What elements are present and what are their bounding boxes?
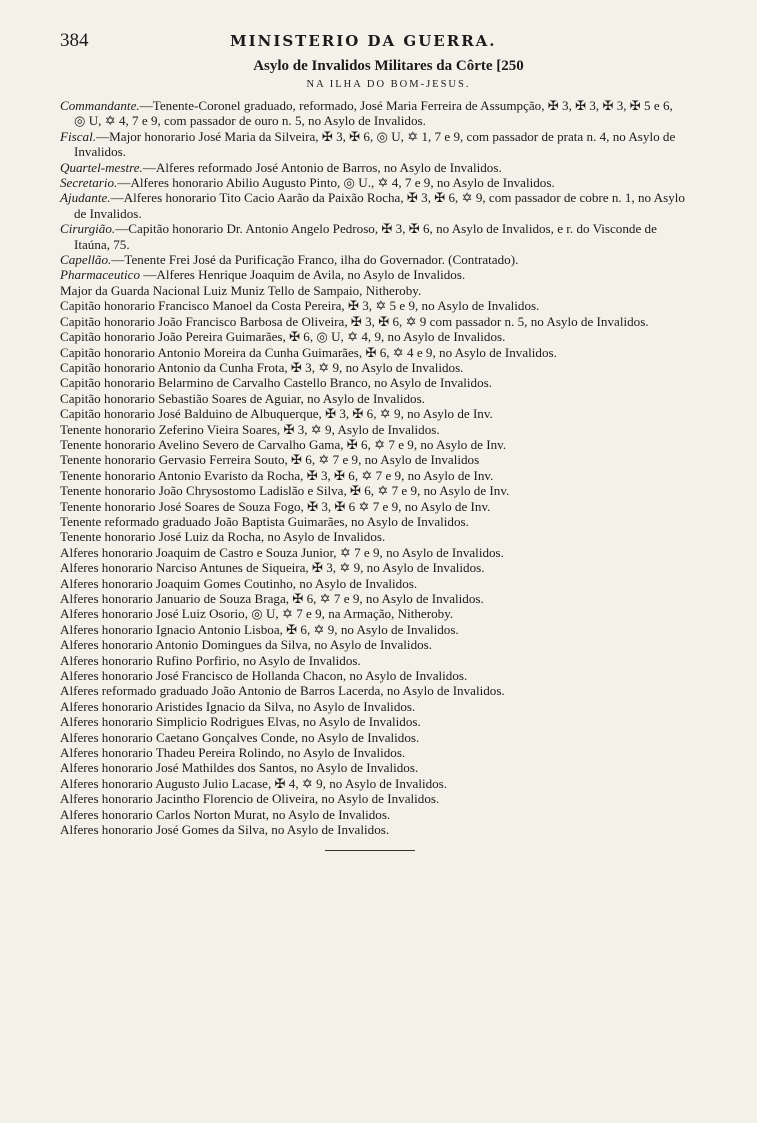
entry-line: Capitão honorario Antonio Moreira da Cunha Guimarães, ✠ 6, ✡ 4 e 9, no Asylo de Invalidos. [60, 344, 557, 360]
section-title: Asylo de Invalidos Militares da Côrte [250 [253, 58, 524, 74]
entry-line: Alferes honorario José Mathildes dos Santos, no Asylo de Invalidos. [60, 760, 419, 776]
entry-line: Alferes honorario Simplicio Rodrigues Elvas, no Asylo de Invalidos. [60, 714, 421, 730]
entry-line: Alferes honorario Thadeu Pereira Rolindo, no Asylo de Invalidos. [60, 745, 406, 761]
entry-line: Alferes honorario Jacintho Florencio de Oliveira, no Asylo de Invalidos. [60, 791, 440, 807]
entry-line: Tenente honorario Zeferino Vieira Soares, ✠ 3, ✡ 9, Asylo de Invalidos. [60, 421, 440, 437]
entry-line: Capitão honorario Belarmino de Carvalho Castello Branco, no Asylo de Invalidos. [60, 375, 493, 391]
entry-commandante: Commandante.—Tenente-Coronel graduado, reformado, José Maria Ferreira de Assumpção, ✠ 3, ✠ 3, ✠ 3, ✠ 5 e 6, ◎ U, ✡ 4, 7 e 9, com passador de ouro n. 5, no Asylo de Invalidos. [60, 98, 673, 129]
entry-line: Alferes honorario Narciso Antunes de Siqueira, ✠ 3, ✡ 9, no Asylo de Invalidos. [60, 560, 485, 576]
entry-quartel-mestre: Quartel-mestre.—Alferes reformado José Antonio de Barros, no Asylo de Invalidos. [60, 159, 502, 175]
entry-line: Tenente honorario Avelino Severo de Carvalho Gama, ✠ 6, ✡ 7 e 9, no Asylo de Inv. [60, 436, 507, 452]
entry-line: Alferes honorario Caetano Gonçalves Conde, no Asylo de Invalidos. [60, 729, 420, 745]
entry-ajudante: Ajudante.—Alferes honorario Tito Cacio Aarão da Paixão Rocha, ✠ 3, ✠ 6, ✡ 9, com passador de cobre n. 1, no Asylo de Invalidos. [60, 190, 685, 221]
entry-cirurgiao: Cirurgião.—Capitão honorario Dr. Antonio Angelo Pedroso, ✠ 3, ✠ 6, no Asylo de Invalidos, e r. do Visconde de Itaúna, 75. [60, 221, 657, 252]
entry-line: Alferes honorario Aristides Ignacio da Silva, no Asylo de Invalidos. [60, 698, 416, 714]
entry-line: Tenente honorario Antonio Evaristo da Rocha, ✠ 3, ✠ 6, ✡ 7 e 9, no Asylo de Inv. [60, 467, 494, 483]
section-subtitle: NA ILHA DO BOM-JESUS. [306, 79, 471, 90]
entry-line: Alferes honorario Joaquim de Castro e Souza Junior, ✡ 7 e 9, no Asylo de Invalidos. [60, 544, 504, 560]
entry-line: Major da Guarda Nacional Luiz Muniz Tello de Sampaio, Nitheroby. [60, 282, 422, 298]
entry-line: Capitão honorario Sebastião Soares de Aguiar, no Asylo de Invalidos. [60, 390, 425, 406]
end-rule [325, 850, 415, 851]
entry-list [60, 98, 687, 838]
entry-line: Tenente honorario José Luiz da Rocha, no Asylo de Invalidos. [60, 529, 386, 545]
entry-line: Capitão honorario Antonio da Cunha Frota, ✠ 3, ✡ 9, no Asylo de Invalidos. [60, 359, 464, 375]
entry-line: Capitão honorario José Balduino de Albuquerque, ✠ 3, ✠ 6, ✡ 9, no Asylo de Inv. [60, 406, 493, 422]
entry-line: Capitão honorario João Pereira Guimarães, ✠ 6, ◎ U, ✡ 4, 9, no Asylo de Invalidos. [60, 329, 506, 345]
entry-line: Alferes honorario Carlos Norton Murat, no Asylo de Invalidos. [60, 806, 391, 822]
entry-line: Capitão honorario João Francisco Barbosa de Oliveira, ✠ 3, ✠ 6, ✡ 9 com passador n. 5, no Asylo de Invalidos. [60, 313, 649, 329]
entry-line: Alferes honorario Joaquim Gomes Coutinho, no Asylo de Invalidos. [60, 575, 418, 591]
entry-line: Alferes honorario Januario de Souza Braga, ✠ 6, ✡ 7 e 9, no Asylo de Invalidos. [60, 591, 484, 606]
entry-line: Alferes honorario José Gomes da Silva, no Asylo de Invalidos. [60, 822, 390, 838]
entry-capellao: Capellão.—Tenente Frei José da Purificação Franco, ilha do Governador. (Contratado). [60, 252, 519, 268]
page-number: 384 [60, 30, 89, 51]
entry-fiscal: Fiscal.—Major honorario José Maria da Silveira, ✠ 3, ✠ 6, ◎ U, ✡ 1, 7 e 9, com passador de prata n. 4, no Asylo de Invalidos. [60, 128, 676, 160]
entry-line: Alferes honorario Antonio Domingues da Silva, no Asylo de Invalidos. [60, 637, 433, 653]
entry-line: Tenente honorario José Soares de Souza Fogo, ✠ 3, ✠ 6 ✡ 7 e 9, no Asylo de Inv. [60, 498, 491, 514]
page-header [60, 30, 687, 52]
entry-line: Alferes honorario José Francisco de Hollanda Chacon, no Asylo de Invalidos. [60, 668, 468, 684]
entry-line: Capitão honorario Francisco Manoel da Costa Pereira, ✠ 3, ✡ 5 e 9, no Asylo de Invalidos. [60, 298, 540, 314]
entry-line: Alferes honorario Rufino Porfirio, no Asylo de Invalidos. [60, 652, 361, 668]
entry-line: Tenente honorario João Chrysostomo Ladislão e Silva, ✠ 6, ✡ 7 e 9, no Asylo de Inv. [60, 483, 510, 499]
entry-line: Alferes reformado graduado João Antonio de Barros Lacerda, no Asylo de Invalidos. [60, 683, 505, 699]
entry-secretario: Secretario.—Alferes honorario Abilio Augusto Pinto, ◎ U., ✡ 4, 7 e 9, no Asylo de Invalidos. [60, 175, 555, 191]
entry-line: Tenente reformado graduado João Baptista Guimarães, no Asylo de Invalidos. [60, 513, 469, 529]
entry-line: Tenente honorario Gervasio Ferreira Souto, ✠ 6, ✡ 7 e 9, no Asylo de Invalidos [60, 452, 480, 468]
entry-pharmaceutico: Pharmaceutico —Alferes Henrique Joaquim de Avila, no Asylo de Invalidos. [60, 267, 466, 283]
entry-line: Alferes honorario Augusto Julio Lacase, ✠ 4, ✡ 9, no Asylo de Invalidos. [60, 775, 448, 791]
entry-line: Alferes honorario José Luiz Osorio, ◎ U, ✡ 7 e 9, na Armação, Nitheroby. [60, 606, 454, 622]
entry-line: Alferes honorario Ignacio Antonio Lisboa, ✠ 6, ✡ 9, no Asylo de Invalidos. [60, 621, 459, 637]
running-title: MINISTERIO DA GUERRA. [230, 32, 497, 50]
